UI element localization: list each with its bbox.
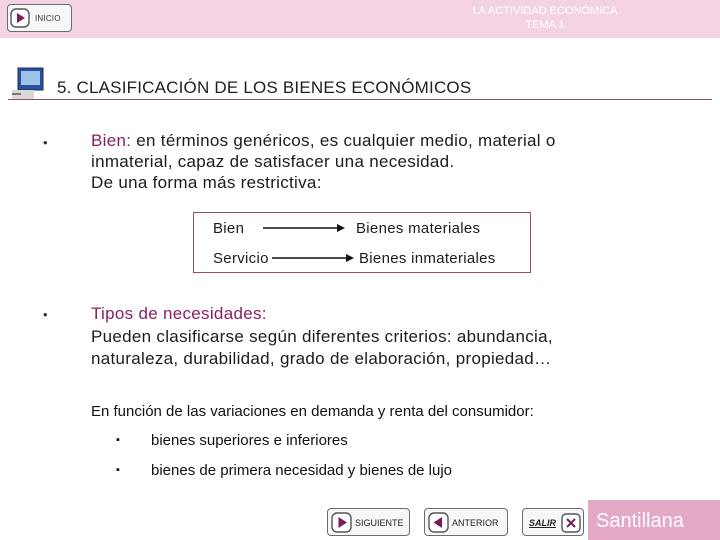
- term-bien: Bien:: [91, 131, 132, 150]
- definition-text: en términos genéricos, es cualquier medio, material o: [131, 131, 556, 150]
- header-title-line2: TEMA 1: [525, 19, 565, 31]
- header-title: [430, 4, 660, 32]
- mapping-left-2: Servicio: [213, 250, 269, 267]
- play-icon: [331, 512, 352, 533]
- next-button[interactable]: [327, 508, 410, 536]
- slide-icon: [12, 66, 46, 100]
- list-item: bienes de primera necesidad y bienes de lujo: [151, 462, 453, 479]
- previous-button[interactable]: [424, 508, 508, 536]
- previous-label: ANTERIOR: [452, 518, 499, 528]
- variation-intro: En función de las variaciones en demanda y renta del consumidor:: [91, 403, 534, 420]
- list-marker: ▪: [116, 434, 120, 446]
- back-icon: [428, 512, 449, 533]
- close-icon: [561, 513, 581, 533]
- list-item: bienes superiores e inferiores: [151, 432, 348, 449]
- bullet-definition-line3: De una forma más restrictiva:: [91, 173, 322, 192]
- needs-line2: naturaleza, durabilidad, grado de elaboración, propiedad…: [91, 349, 552, 368]
- header-title-line1: LA ACTIVIDAD ECONÓMICA: [472, 5, 618, 17]
- home-button[interactable]: [7, 4, 72, 32]
- needs-title: Tipos de necesidades:: [91, 304, 267, 323]
- bullet-definition-line2: inmaterial, capaz de satisfacer una necesidad.: [91, 152, 455, 171]
- mapping-right-1: Bienes materiales: [356, 220, 481, 237]
- section-title: 5. CLASIFICACIÓN DE LOS BIENES ECONÓMICOS: [57, 78, 472, 97]
- home-label: INICIO: [35, 14, 61, 23]
- mapping-left-1: Bien: [213, 220, 245, 237]
- section-divider: [8, 99, 712, 100]
- arrow-right-icon: [272, 253, 354, 263]
- exit-button[interactable]: [522, 508, 584, 536]
- bullet-marker: •: [43, 135, 48, 150]
- needs-line1: Pueden clasificarse según diferentes criterios: abundancia,: [91, 327, 553, 346]
- play-icon: [10, 8, 30, 28]
- exit-label: SALIR: [529, 518, 556, 528]
- mapping-right-2: Bienes inmateriales: [359, 250, 496, 267]
- bullet-definition-line1: [91, 130, 556, 151]
- brand-logo: Santillana: [596, 510, 684, 532]
- bullet-marker: •: [43, 307, 48, 322]
- next-label: SIGUIENTE: [355, 518, 404, 528]
- arrow-right-icon: [263, 223, 345, 233]
- list-marker: ▪: [116, 464, 120, 476]
